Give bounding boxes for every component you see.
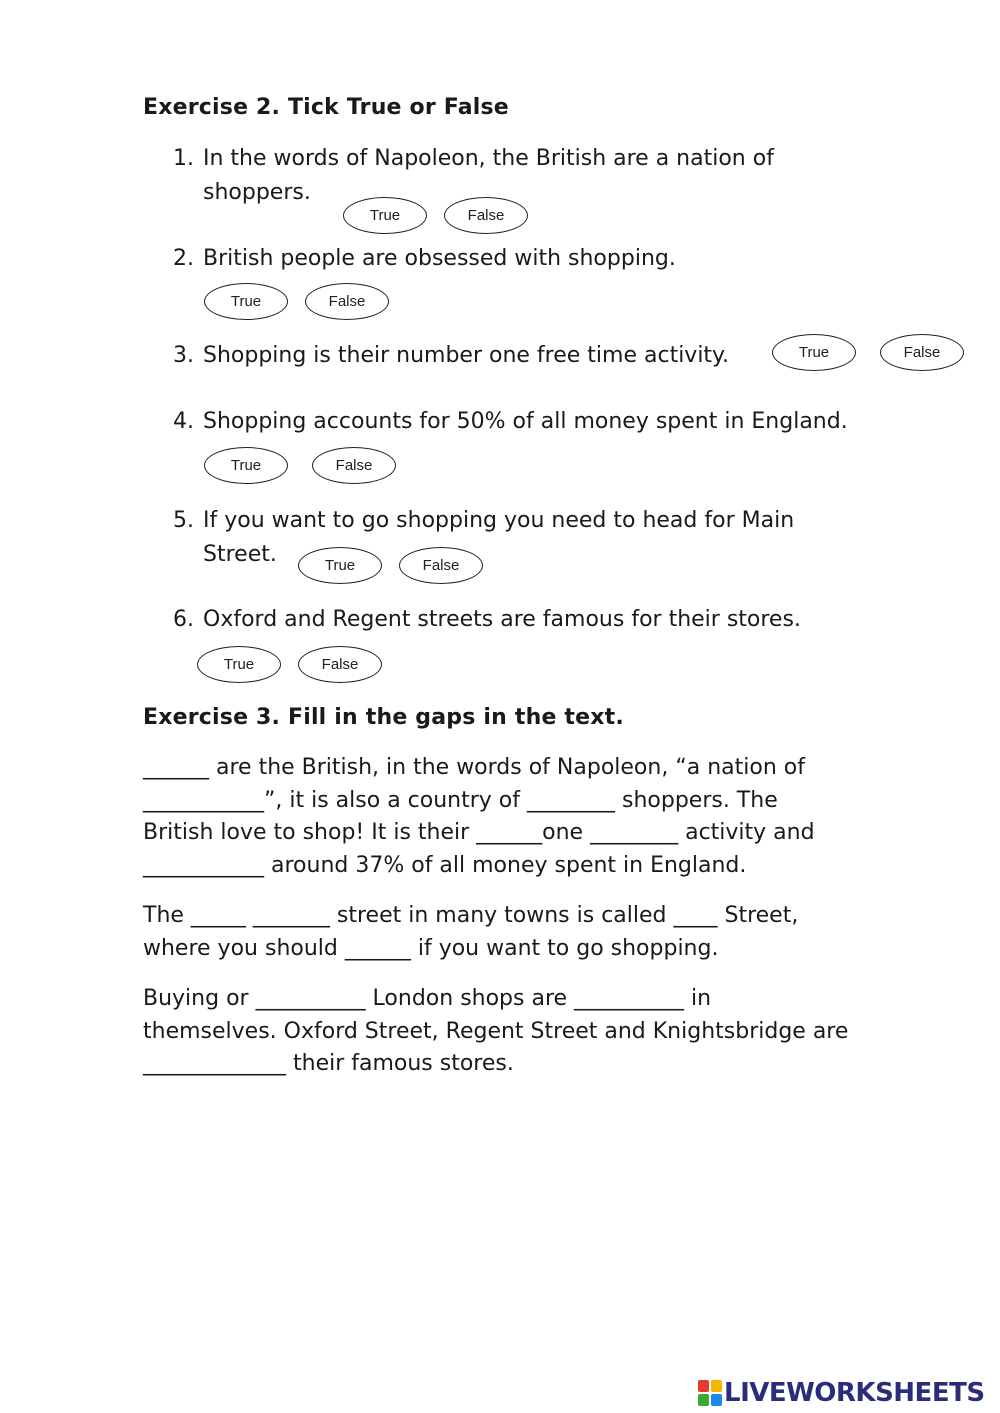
paragraph-line: ______ are the British, in the words of Napoleon, “a nation of (143, 755, 805, 780)
item-number: 2. (173, 246, 194, 271)
paragraph-line: ___________ around 37% of all money spent in England. (143, 852, 747, 878)
paragraph-line: _____________ their famous stores. (143, 1051, 514, 1076)
false-option[interactable]: False (444, 197, 528, 234)
question-text: shoppers. (203, 180, 311, 205)
false-option[interactable]: False (305, 283, 389, 320)
exercise-2-title: Exercise 2. Tick True or False (143, 95, 509, 120)
question-text: Oxford and Regent streets are famous for their stores. (203, 607, 801, 632)
paragraph-line: themselves. Oxford Street, Regent Street and Knightsbridge are (143, 1018, 849, 1044)
false-option[interactable]: False (880, 334, 964, 371)
question-text: In the words of Napoleon, the British are a nation of (203, 146, 774, 171)
paragraph-line: British love to shop! It is their ______one ________ activity and (143, 820, 815, 845)
gap-paragraph (143, 983, 848, 1081)
logo-icon (698, 1380, 722, 1406)
true-option[interactable]: True (772, 334, 856, 371)
true-option[interactable]: True (343, 197, 427, 234)
item-number: 5. (173, 508, 194, 533)
paragraph-line: where you should ______ if you want to go shopping. (143, 935, 719, 961)
false-option[interactable]: False (298, 646, 382, 683)
true-option[interactable]: True (204, 283, 288, 320)
item-number: 1. (173, 146, 194, 171)
item-number: 4. (173, 409, 194, 434)
question-text: British people are obsessed with shopping. (203, 246, 676, 271)
gap-paragraph (143, 900, 798, 965)
paragraph-line: The _____ _______ street in many towns is called ____ Street, (143, 903, 799, 928)
false-option[interactable]: False (312, 447, 396, 484)
gap-paragraph (143, 752, 815, 882)
item-number: 6. (173, 607, 194, 632)
question-text: Shopping accounts for 50% of all money spent in England. (203, 409, 848, 434)
exercise-3-title: Exercise 3. Fill in the gaps in the text. (143, 705, 624, 730)
true-option[interactable]: True (204, 447, 288, 484)
paragraph-line: ___________”, it is also a country of ________ shoppers. The (143, 787, 778, 813)
liveworksheets-logo (698, 1378, 985, 1408)
false-option[interactable]: False (399, 547, 483, 584)
question-text: Street. (203, 542, 277, 567)
item-number: 3. (173, 343, 194, 368)
paragraph-line: Buying or __________ London shops are __________ in (143, 986, 712, 1011)
true-option[interactable]: True (298, 547, 382, 584)
logo-text: LIVEWORKSHEETS (724, 1378, 985, 1408)
question-text: Shopping is their number one free time activity. (203, 343, 729, 368)
true-option[interactable]: True (197, 646, 281, 683)
question-text: If you want to go shopping you need to head for Main (203, 508, 795, 533)
